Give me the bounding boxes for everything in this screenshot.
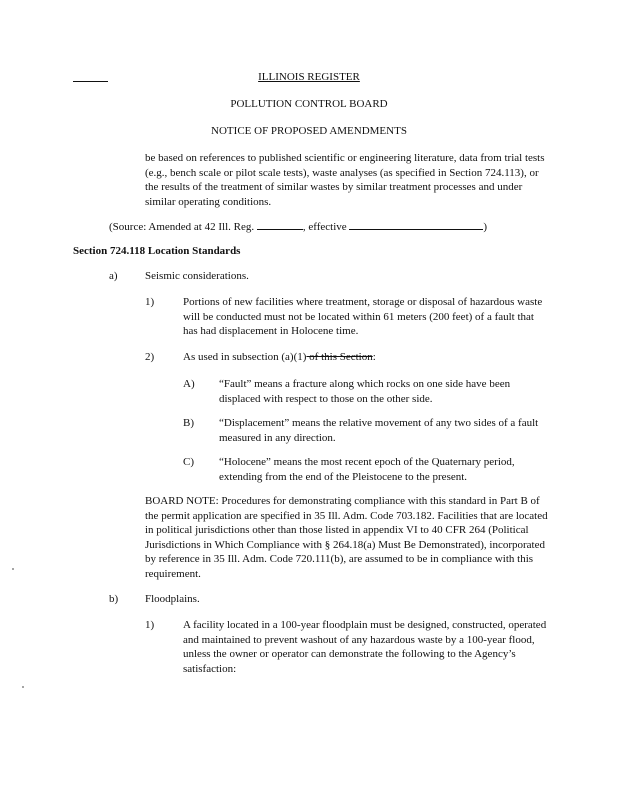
item-a2-after: : <box>372 351 376 363</box>
source-line <box>109 219 549 235</box>
effective-date-blank <box>349 219 483 230</box>
item-b1-label: 1) <box>145 619 155 631</box>
item-C-text: “Holocene” means the most recent epoch of the Quaternary period, extending from the end of the Pleistocene to the present. <box>219 456 515 483</box>
item-a1-text: Portions of new facilities where treatment, storage or disposal of hazardous waste will be conducted must not be located within 61 meters (200 feet) of a fault that has had displacement in Holocene time. <box>183 296 543 338</box>
subsection-b-label: b) <box>109 593 119 605</box>
item-a2-text <box>183 350 549 365</box>
item-C-label: C) <box>183 456 194 468</box>
item-B-label: B) <box>183 417 194 429</box>
notice-title: NOTICE OF PROPOSED AMENDMENTS <box>211 125 407 137</box>
item-b1-text: A facility located in a 100-year floodplain must be designed, constructed, operated and maintained to prevent washout of any hazardous waste by a 100-year flood, unless the owner or operator can demonstrate the following to the Agency’s satisfaction: <box>183 619 547 675</box>
intro-paragraph: be based on references to published scientific or engineering literature, data from trial tests (e.g., bench scale or pilot scale tests), waste analyses (as specified in Section 724.113), or the results of the treatment of similar wastes by similar treatment processes and under similar operating conditions. <box>145 152 545 208</box>
source-middle: , effective <box>302 221 347 233</box>
register-title: ILLINOIS REGISTER <box>258 71 360 83</box>
item-A-label: A) <box>183 378 195 390</box>
subsection-b-title: Floodplains. <box>145 593 200 605</box>
item-A-text: “Fault” means a fracture along which rocks on one side have been displaced with respect to those on the other side. <box>219 378 511 405</box>
item-a2-struck: of this Section <box>306 351 373 363</box>
subsection-a-title: Seismic considerations. <box>145 270 249 282</box>
scan-speck <box>12 568 14 570</box>
scan-speck <box>22 686 24 688</box>
source-suffix: ) <box>483 221 488 233</box>
item-B-text: “Displacement” means the relative movement of any two sides of a fault measured in any direction. <box>219 417 539 444</box>
subsection-a-label: a) <box>109 270 118 282</box>
board-title: POLLUTION CONTROL BOARD <box>230 98 388 110</box>
board-note: BOARD NOTE: Procedures for demonstrating compliance with this standard in Part B of the permit application are specified in 35 Ill. Adm. Code 703.182. Facilities that are located in political jurisdictions other than those listed in appendix VI to 40 CFR 264 (Political Jurisdictions in Which Compliance with § 264.18(a) Must Be Demonstrated), incorporated by reference in 35 Ill. Adm. Code 720.111(b), are assumed to be in compliance with this requirement. <box>145 495 548 580</box>
item-a1-label: 1) <box>145 296 155 308</box>
source-prefix: (Source: Amended at 42 Ill. Reg. <box>109 221 255 233</box>
register-page-blank <box>257 219 303 230</box>
section-heading: Section 724.118 Location Standards <box>73 245 241 257</box>
item-a2-main: As used in subsection (a)(1) <box>183 351 307 363</box>
item-a2-label: 2) <box>145 351 155 363</box>
